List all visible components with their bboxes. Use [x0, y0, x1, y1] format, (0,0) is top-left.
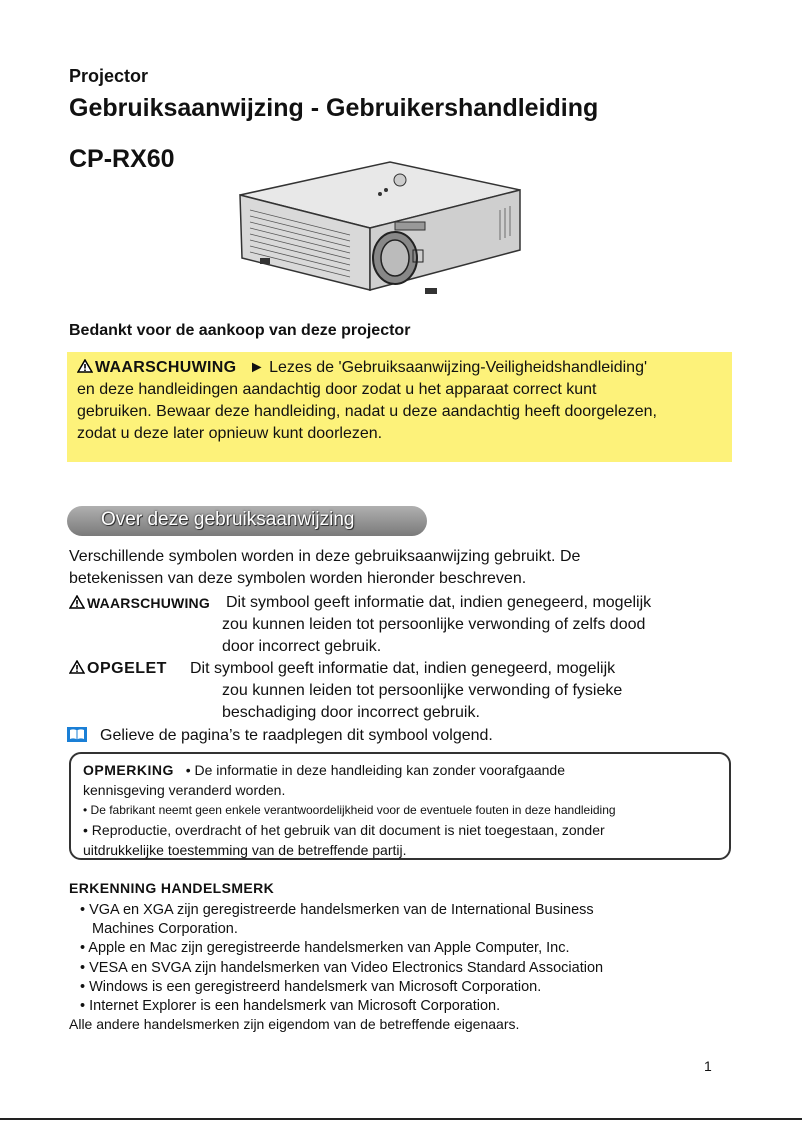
note-label: OPMERKING [83, 762, 174, 778]
warning-symbol-label: WAARSCHUWING [87, 595, 210, 611]
document-title: Gebruiksaanwijzing - Gebruikershandleiding [69, 94, 599, 122]
warning-symbol-line3: door incorrect gebruik. [222, 638, 382, 655]
arrow-icon: ► [248, 359, 265, 376]
intro-paragraph [69, 546, 709, 590]
projector-illustration [220, 150, 530, 310]
note-line5: uitdrukkelijke toestemming van de betreffende partij. [83, 842, 407, 858]
trademark-item: • Internet Explorer is een handelsmerk van Microsoft Corporation. [80, 998, 501, 1015]
note-box [69, 752, 731, 860]
warning-box [67, 352, 732, 462]
section-title-pill: Over deze gebruiksaanwijzing [67, 506, 427, 536]
bottom-rule [0, 1118, 802, 1120]
intro-line1: Verschillende symbolen worden in deze gebruiksaanwijzing gebruikt. De [69, 548, 581, 565]
trademark-footer: Alle andere handelsmerken zijn eigendom van de betreffende eigenaars. [69, 1016, 520, 1032]
caution-symbol-line2: zou kunnen leiden tot persoonlijke verwonding of fysieke [222, 682, 623, 699]
model-number: CP-RX60 [69, 145, 175, 173]
caution-symbol-line1: Dit symbool geeft informatie dat, indien genegeerd, mogelijk [190, 660, 616, 677]
trademark-item-continued: Machines Corporation. [92, 921, 238, 938]
note-line2: kennisgeving veranderd worden. [83, 782, 286, 798]
caution-symbol-row [69, 658, 167, 680]
warning-symbol-row [69, 592, 210, 615]
book-icon [67, 727, 87, 742]
trademark-item: • VESA en SVGA zijn handelsmerken van Video Electronics Standard Association [80, 959, 604, 976]
trademark-heading: ERKENNING HANDELSMERK [69, 880, 275, 896]
caution-symbol-label: OPGELET [87, 660, 167, 677]
caution-symbol-line3: beschadiging door incorrect gebruik. [222, 704, 480, 721]
thanks-heading: Bedankt voor de aankoop van deze projector [69, 322, 411, 339]
warning-text-line4: zodat u deze later opnieuw kunt doorlezen. [77, 425, 383, 442]
trademark-item: • Windows is een geregistreerd handelsmerk van Microsoft Corporation. [80, 978, 542, 995]
document-category: Projector [69, 66, 149, 86]
warning-icon [77, 359, 93, 373]
warning-text-line3: gebruiken. Bewaar deze handleiding, nadat u deze aandachtig heeft doorgelezen, [77, 403, 657, 420]
warning-icon [69, 595, 85, 609]
caution-icon [69, 660, 85, 674]
warning-text-line2: en deze handleidingen aandachtig door zodat u het apparaat correct kunt [77, 381, 597, 398]
intro-line2: betekenissen van deze symbolen worden hieronder beschreven. [69, 570, 527, 587]
note-line3: • De fabrikant neemt geen enkele verantwoordelijkheid voor de eventuele fouten in deze handleiding [83, 803, 616, 817]
trademark-item: • Apple en Mac zijn geregistreerde handelsmerken van Apple Computer, Inc. [80, 940, 570, 957]
warning-symbol-line2: zou kunnen leiden tot persoonlijke verwonding of zelfs dood [222, 616, 646, 633]
note-line4: • Reproductie, overdracht of het gebruik van dit document is niet toegestaan, zonder [83, 822, 605, 838]
warning-symbol-line1: Dit symbool geeft informatie dat, indien genegeerd, mogelijk [226, 594, 652, 611]
reference-text: Gelieve de pagina’s te raadplegen dit symbool volgend. [100, 727, 493, 744]
trademark-item: • VGA en XGA zijn geregistreerde handelsmerken van de International Business [80, 902, 594, 918]
trademark-list [80, 901, 720, 1016]
warning-label: WAARSCHUWING [95, 359, 237, 376]
warning-text-line1: Lezes de 'Gebruiksaanwijzing-Veiligheidshandleiding' [269, 359, 648, 376]
note-line1: • De informatie in deze handleiding kan zonder voorafgaande [185, 762, 565, 778]
page-number: 1 [704, 1058, 712, 1074]
